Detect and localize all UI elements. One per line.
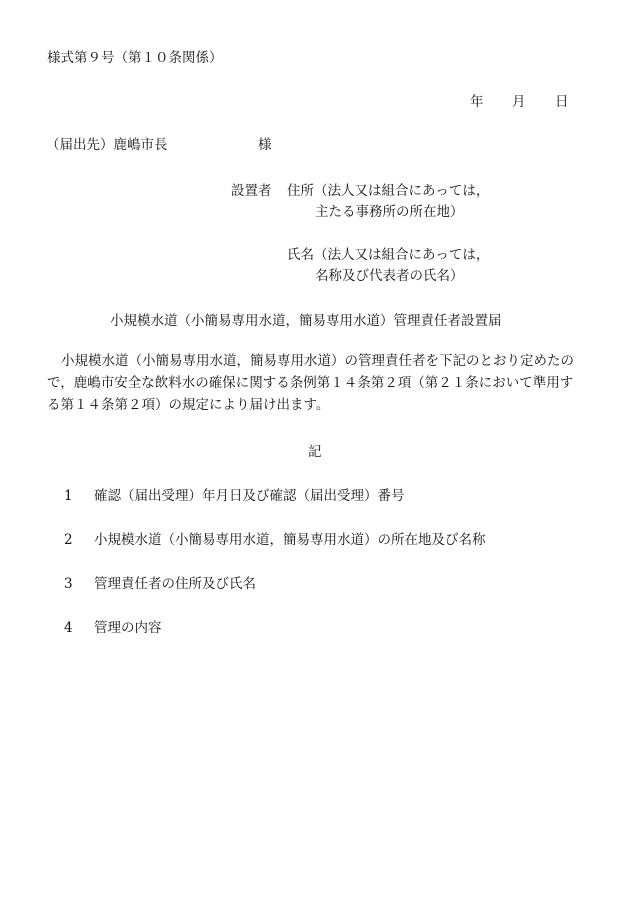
- list-item: [64, 619, 162, 637]
- month-label: 月: [512, 94, 526, 110]
- year-label: 年: [470, 94, 484, 110]
- item-text: 管理責任者の住所及び氏名: [94, 576, 256, 592]
- item-number: 4: [64, 620, 73, 636]
- list-item: [64, 531, 486, 549]
- recipient-label: （届出先）鹿嶋市長: [46, 137, 168, 153]
- form-number: 様式第９号（第１０条関係）: [47, 50, 223, 66]
- recipient-honorific: 様: [258, 137, 272, 153]
- item-number: 2: [64, 532, 73, 548]
- item-text: 小規模水道（小簡易専用水道，簡易専用水道）の所在地及び名称: [94, 532, 486, 548]
- ki-heading: 記: [308, 444, 322, 460]
- name-label: 氏名（法人又は組合にあっては，: [287, 247, 490, 263]
- installer-role-label: 設置者: [231, 183, 272, 199]
- document-title: 小規模水道（小簡易専用水道，簡易専用水道）管理責任者設置届: [110, 313, 502, 329]
- item-number: 3: [64, 576, 73, 592]
- list-item: [64, 575, 256, 593]
- address-label: 住所（法人又は組合にあっては，: [287, 183, 490, 199]
- list-item: [64, 487, 405, 505]
- body-paragraph: 小規模水道（小簡易専用水道，簡易専用水道）の管理責任者を下記のとおり定めたので，鹿嶋市安全な飲料水の確保に関する条例第１４条第２項（第２１条において準用する第１４条第２項）の規定により届け出ます。: [47, 353, 574, 413]
- item-text: 確認（届出受理）年月日及び確認（届出受理）番号: [94, 488, 405, 504]
- day-label: 日: [555, 94, 569, 110]
- address-note: 主たる事務所の所在地）: [315, 204, 464, 220]
- name-note: 名称及び代表者の氏名）: [315, 268, 464, 284]
- item-number: 1: [64, 488, 73, 504]
- item-text: 管理の内容: [94, 620, 162, 636]
